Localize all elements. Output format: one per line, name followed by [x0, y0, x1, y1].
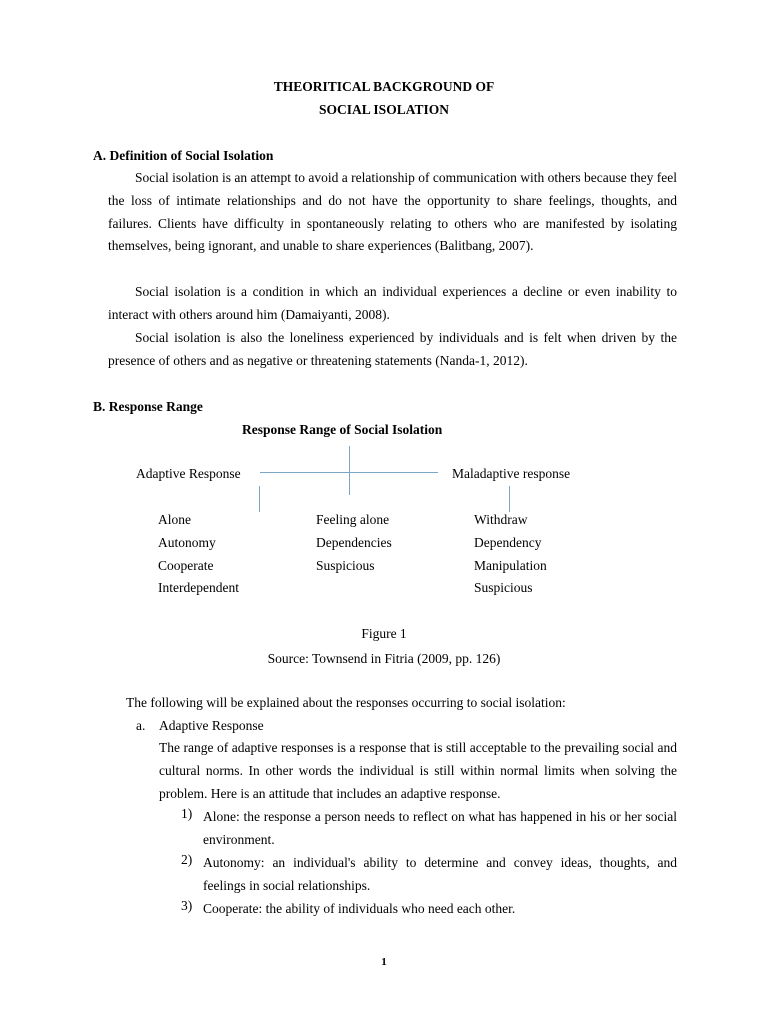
- figure-source: Source: Townsend in Fitria (2009, pp. 126): [267, 651, 501, 666]
- list-item-number: 1): [181, 806, 193, 821]
- diagram-left-connector: [259, 486, 260, 512]
- middle-item: Dependencies: [316, 535, 392, 550]
- document-title-line1: THEORITICAL BACKGROUND OF: [273, 79, 495, 94]
- middle-item: Suspicious: [316, 558, 375, 573]
- adaptive-item: Autonomy: [158, 535, 216, 550]
- diagram-center-vertical-line: [349, 446, 350, 495]
- maladaptive-item: Suspicious: [474, 580, 533, 595]
- maladaptive-item: Dependency: [474, 535, 542, 550]
- list-item-number: 3): [181, 898, 193, 913]
- list-item-text: Alone: the response a person needs to reflect on what has happened in his or her social environment.: [203, 809, 677, 847]
- sub-a-title: Adaptive Response: [159, 718, 264, 733]
- section-a-paragraph-3: Social isolation is also the loneliness experienced by individuals and is felt when driven by the presence of others and as negative or threatening statements (Nanda-1, 2012).: [108, 330, 677, 368]
- adaptive-response-label: Adaptive Response: [136, 466, 241, 481]
- section-b-heading: B. Response Range: [93, 399, 203, 414]
- adaptive-item: Alone: [158, 512, 191, 527]
- adaptive-item: Cooperate: [158, 558, 214, 573]
- diagram-title: Response Range of Social Isolation: [242, 422, 443, 437]
- page-number: 1: [381, 956, 387, 968]
- middle-item: Feeling alone: [316, 512, 390, 527]
- list-item-text: Autonomy: an individual's ability to determine and convey ideas, thoughts, and feelings in social relationships.: [203, 855, 677, 893]
- list-item: [181, 852, 677, 898]
- list-item-number: 2): [181, 852, 193, 867]
- maladaptive-item: Withdraw: [474, 512, 528, 527]
- figure-caption: Figure 1: [361, 626, 407, 641]
- section-a-heading: A. Definition of Social Isolation: [93, 148, 274, 163]
- explanation-intro: The following will be explained about the responses occurring to social isolation:: [126, 695, 566, 710]
- list-item-text: Cooperate: the ability of individuals who need each other.: [203, 901, 516, 916]
- list-item: [181, 898, 677, 921]
- maladaptive-item: Manipulation: [474, 558, 547, 573]
- section-a-paragraph-2: Social isolation is a condition in which an individual experiences a decline or even inability to interact with others around him (Damaiyanti, 2008).: [108, 284, 677, 322]
- diagram-right-connector: [509, 486, 510, 512]
- list-item: [181, 806, 677, 852]
- sub-a-body: The range of adaptive responses is a response that is still acceptable to the prevailing social and cultural norms. In other words the individual is still within normal limits when solving the problem. Here is an attitude that includes an adaptive response.: [159, 740, 677, 801]
- section-a-paragraph-1: Social isolation is an attempt to avoid a relationship of communication with others because they feel the loss of intimate relationships and do not have the opportunity to share feelings, thoughts, and failures. Clients have difficulty in spontaneously relating to others who are manifested by isolating themselves, being ignorant, and unable to share experiences (Balitbang, 2007).: [108, 170, 677, 254]
- maladaptive-response-label: Maladaptive response: [452, 466, 571, 481]
- adaptive-item: Interdependent: [158, 580, 239, 595]
- document-title-line2: SOCIAL ISOLATION: [319, 102, 449, 117]
- sub-a-label: a.: [136, 718, 146, 733]
